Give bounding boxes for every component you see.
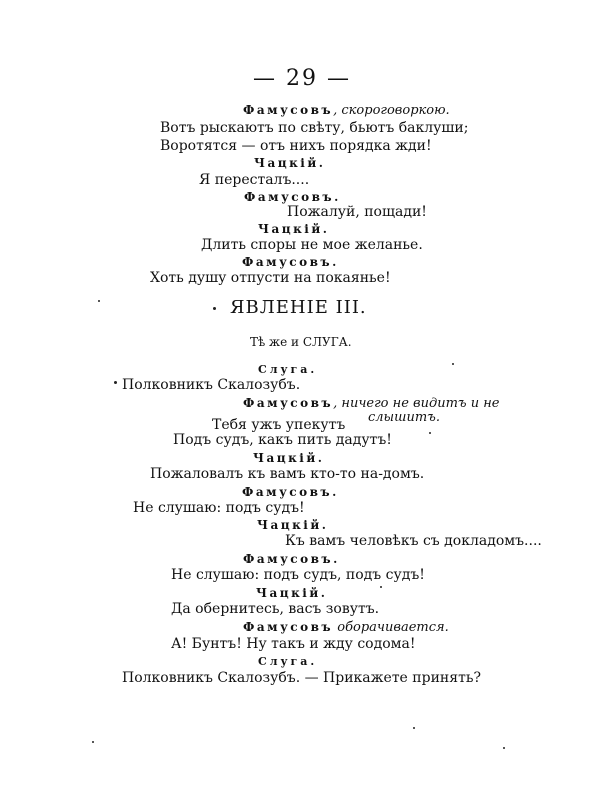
verse-line: Тебя ужъ упекутъ [212, 417, 346, 433]
verse-line: Я пересталъ.... [199, 172, 310, 188]
speaker-name: Чацкій. [256, 586, 328, 600]
print-speck [452, 363, 454, 365]
verse-line: Полковникъ Скалозубъ. [122, 377, 301, 393]
verse-line: Да обернитесь, васъ зовутъ. [171, 601, 380, 617]
speaker-name: Фамусовъ. [244, 190, 341, 204]
speaker-line [243, 104, 450, 117]
verse-line: Къ вамъ человѣкъ съ докладомъ.... [285, 533, 542, 549]
speaker-name: Чацкій. [253, 451, 325, 465]
print-speck [380, 586, 382, 588]
verse-line: Хоть душу отпусти на покаянье! [150, 270, 391, 286]
speaker-name: Чацкій. [257, 518, 329, 532]
speaker-name: Фамусовъ [243, 396, 334, 410]
print-speck [114, 381, 117, 384]
verse-line: Длить споры не мое желанье. [201, 237, 423, 253]
verse-line: Пожаловалъ къ вамъ кто-то на-домъ. [150, 466, 425, 482]
verse-line: А! Бунтъ! Ну такъ и жду содома! [171, 636, 416, 652]
print-speck [92, 741, 94, 743]
verse-line: Вотъ рыскаютъ по свѣту, бьютъ баклуши; [160, 120, 469, 136]
print-speck [503, 747, 505, 749]
verse-line: Не слушаю: подъ судъ, подъ судъ! [171, 567, 425, 583]
stage-direction: , ничего не видитъ и не [333, 396, 500, 411]
speaker-name: Фамусовъ [243, 103, 334, 117]
print-speck [413, 727, 415, 729]
verse-line: Подъ судъ, какъ пить дадутъ! [173, 432, 392, 448]
print-speck [98, 300, 100, 302]
speaker-name: Фамусовъ. [242, 255, 339, 269]
stage-direction: оборачивается. [333, 620, 449, 635]
speaker-name: Фамусовъ. [243, 552, 340, 566]
verse-line: Воротятся — отъ нихъ порядка жди! [160, 138, 432, 154]
speaker-name: Фамусовъ. [242, 485, 339, 499]
verse-line: Не слушаю: подъ судъ! [133, 500, 305, 516]
speaker-name: Чацкій. [254, 156, 326, 170]
speaker-line [243, 621, 449, 634]
speaker-name: Слуга. [258, 363, 318, 376]
print-speck [213, 307, 216, 310]
speaker-name: Чацкій. [258, 222, 330, 236]
page-number: — 29 — [253, 66, 351, 91]
verse-line: Полковникъ Скалозубъ. — Прикажете принять? [122, 670, 481, 686]
speaker-line [243, 397, 499, 410]
speaker-name: Слуга. [258, 655, 318, 668]
speaker-name: Фамусовъ [243, 620, 334, 634]
print-speck [429, 432, 431, 434]
stage-direction: , скороговоркою. [333, 103, 450, 118]
stage-direction: слышитъ. [368, 410, 440, 425]
cast-line: Тѣ же и СЛУГА. [250, 335, 352, 349]
scene-heading: ЯВЛЕНІЕ III. [230, 297, 367, 318]
verse-line: Пожалуй, пощади! [287, 204, 427, 220]
